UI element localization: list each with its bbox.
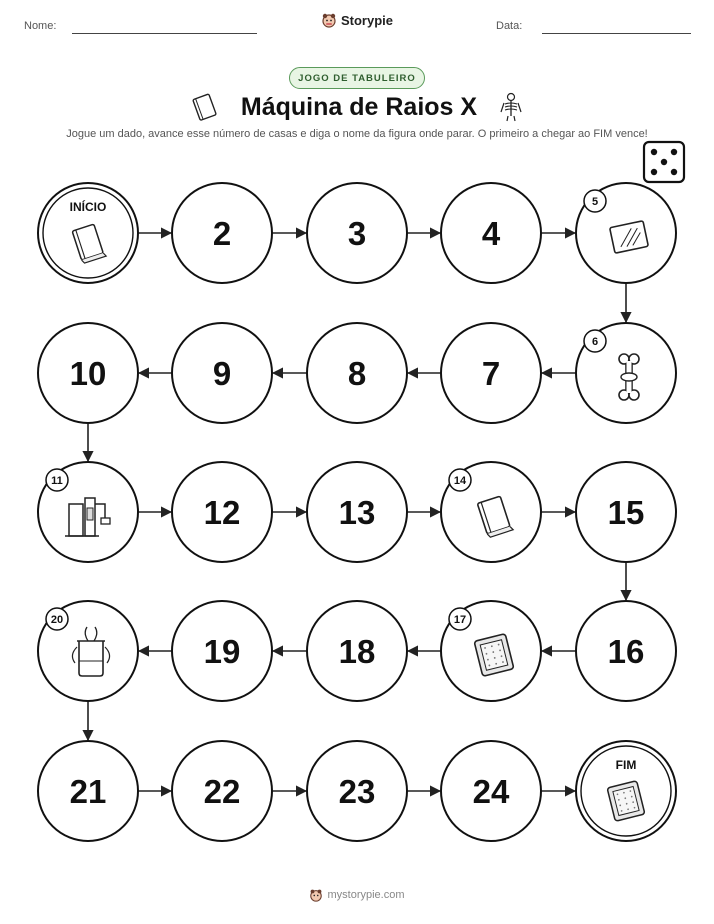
space-number-badge: 14 (453, 475, 467, 487)
board-space-7[interactable] (441, 323, 541, 423)
space-number: 16 (607, 633, 645, 670)
space-number: 3 (347, 215, 367, 252)
board-space-1[interactable] (38, 183, 138, 283)
board-space-22[interactable] (172, 741, 272, 841)
space-number: 10 (69, 355, 107, 392)
storypie-logo-icon (309, 888, 323, 902)
space-number: 12 (203, 494, 241, 531)
board-space-9[interactable] (172, 323, 272, 423)
space-number-badge: 20 (50, 614, 64, 626)
space-number: 13 (338, 494, 376, 531)
board-space-17[interactable] (441, 601, 541, 701)
dice-icon (644, 142, 684, 182)
title-text: Máquina de Raios X (240, 92, 478, 121)
space-number-badge: 5 (591, 196, 599, 208)
board-space-12[interactable] (172, 462, 272, 562)
board-space-16[interactable] (576, 601, 676, 701)
space-number: 2 (212, 215, 232, 252)
board-space-2[interactable] (172, 183, 272, 283)
space-number: 23 (338, 773, 376, 810)
start-label: INÍCIO (69, 200, 107, 214)
bone-icon (619, 354, 639, 400)
board-space-18[interactable] (307, 601, 407, 701)
space-number-badge: 17 (453, 614, 467, 626)
board-space-10[interactable] (38, 323, 138, 423)
space-number: 9 (212, 355, 232, 392)
board-space-20[interactable] (38, 601, 138, 701)
finish-label: FIM (615, 758, 637, 772)
board-space-13[interactable] (307, 462, 407, 562)
date-label: Data: (496, 20, 523, 32)
space-number: 24 (472, 773, 510, 810)
space-number-badge: 11 (51, 475, 63, 487)
board-space-11[interactable] (38, 462, 138, 562)
board-space-6[interactable] (576, 323, 676, 423)
name-label: Nome: (24, 20, 57, 32)
board-space-24[interactable] (441, 741, 541, 841)
space-number: 18 (338, 633, 376, 670)
board-space-4[interactable] (441, 183, 541, 283)
game-type-badge: JOGO DE TABULEIRO (289, 67, 425, 89)
board-space-23[interactable] (307, 741, 407, 841)
board-space-21[interactable] (38, 741, 138, 841)
board-space-25[interactable] (576, 741, 676, 841)
space-number: 15 (607, 494, 645, 531)
board-space-14[interactable] (441, 462, 541, 562)
instructions: Jogue um dado, avance esse número de casas e diga o nome da figura onde parar. O primeiro a chegar ao FIM vence! (66, 128, 648, 140)
space-number: 21 (69, 773, 107, 810)
board-space-3[interactable] (307, 183, 407, 283)
footer (0, 888, 714, 905)
space-number-badge: 6 (591, 336, 599, 348)
brand-name: Storypie (340, 12, 393, 28)
footer-url: mystorypie.com (327, 889, 405, 901)
space-number: 7 (481, 355, 501, 392)
board-space-19[interactable] (172, 601, 272, 701)
space-number: 4 (481, 215, 501, 252)
space-number: 19 (203, 633, 241, 670)
space-number: 22 (203, 773, 241, 810)
space-number: 8 (347, 355, 367, 392)
board-space-8[interactable] (307, 323, 407, 423)
board-space-5[interactable] (576, 183, 676, 283)
board-space-15[interactable] (576, 462, 676, 562)
